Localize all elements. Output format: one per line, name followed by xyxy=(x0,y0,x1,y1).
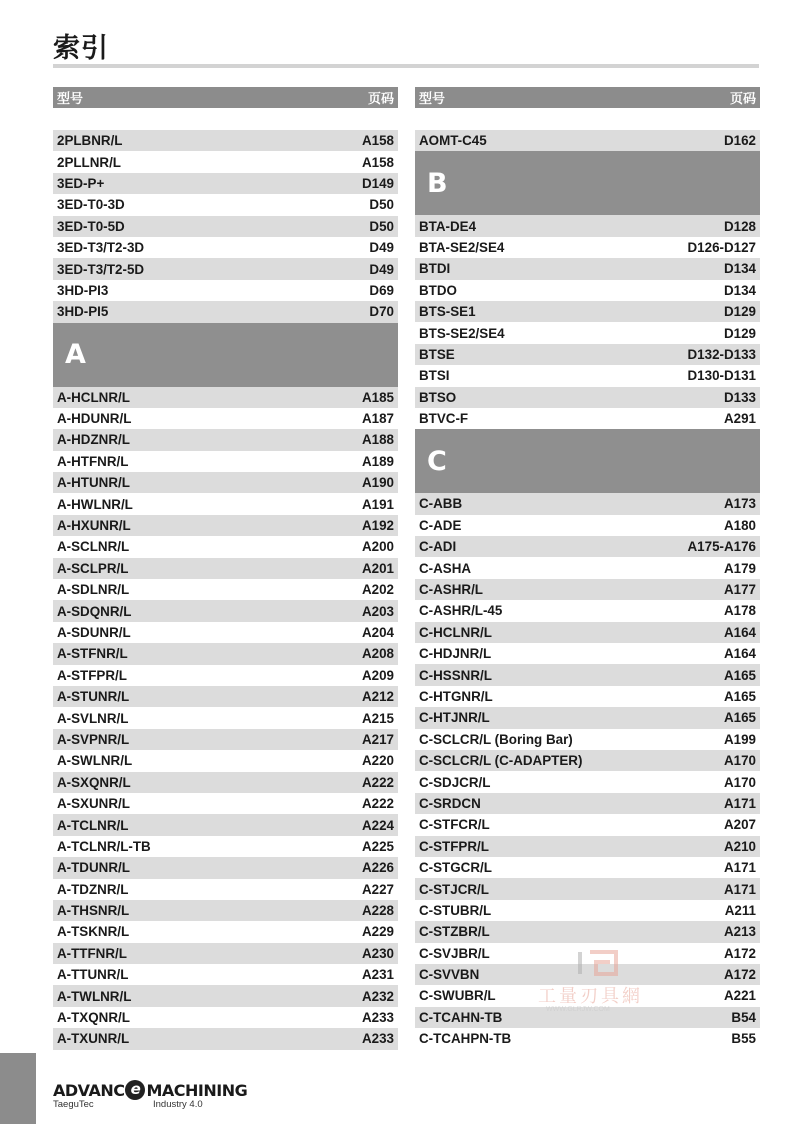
page-ref: A233 xyxy=(361,1031,394,1047)
page-ref: A170 xyxy=(723,753,756,769)
model-name: BTSE xyxy=(419,346,455,362)
model-name: A-SDQNR/L xyxy=(57,603,132,619)
watermark-logo-icon xyxy=(576,948,622,978)
model-name: C-STFCR/L xyxy=(419,817,490,833)
index-row xyxy=(415,771,760,792)
page-ref: A200 xyxy=(361,539,394,555)
logo-e-icon: e xyxy=(125,1080,145,1100)
index-row xyxy=(53,750,398,771)
section-letter: A xyxy=(53,323,398,387)
model-name: BTVC-F xyxy=(419,411,469,427)
index-row xyxy=(53,536,398,557)
page-ref: D162 xyxy=(723,133,756,149)
column-header xyxy=(415,87,760,108)
model-name: C-ASHA xyxy=(419,560,472,576)
page-ref: A211 xyxy=(724,902,756,918)
index-row xyxy=(53,985,398,1006)
page-ref: A221 xyxy=(723,988,756,1004)
index-row xyxy=(53,451,398,472)
index-row xyxy=(53,772,398,793)
model-name: 3ED-T3/T2-5D xyxy=(57,261,145,277)
page-ref: A185 xyxy=(361,389,394,405)
model-name: BTDI xyxy=(419,261,451,277)
model-name: A-HXUNR/L xyxy=(57,518,131,534)
index-row xyxy=(415,1028,760,1049)
model-name: A-TSKNR/L xyxy=(57,924,130,940)
model-name: A-TDZNR/L xyxy=(57,881,129,897)
section-letter: B xyxy=(415,151,760,215)
page-ref: A225 xyxy=(361,838,394,854)
page-ref: D70 xyxy=(369,304,394,320)
index-row xyxy=(415,515,760,536)
page-ref: B54 xyxy=(731,1009,756,1025)
footer-logo xyxy=(53,1080,248,1114)
watermark-url: WWW.GLRJW.COM xyxy=(546,1006,610,1013)
model-name: 3ED-P+ xyxy=(57,175,105,191)
index-row xyxy=(415,686,760,707)
page-ref: A227 xyxy=(361,881,394,897)
model-name: C-HCLNR/L xyxy=(419,624,492,640)
page-ref: A199 xyxy=(723,731,756,747)
page-ref: A231 xyxy=(361,967,394,983)
index-row xyxy=(53,707,398,728)
page-ref: A187 xyxy=(361,411,394,427)
index-row xyxy=(53,280,398,301)
model-name: C-SCLCR/L (Boring Bar) xyxy=(419,731,573,747)
index-row xyxy=(415,857,760,878)
page-ref: A158 xyxy=(361,154,394,170)
page-ref: A207 xyxy=(723,817,756,833)
model-name: A-HCLNR/L xyxy=(57,389,130,405)
logo-tagline: Industry 4.0 xyxy=(153,1099,203,1110)
model-name: A-SVPNR/L xyxy=(57,731,130,747)
page-ref: D132-D133 xyxy=(687,346,756,362)
page-ref: A229 xyxy=(361,924,394,940)
index-row xyxy=(415,664,760,685)
page-ref: A220 xyxy=(361,753,394,769)
model-name: BTSO xyxy=(419,389,457,405)
page-ref: D129 xyxy=(723,304,756,320)
index-row xyxy=(53,387,398,408)
model-name: BTA-DE4 xyxy=(419,218,477,234)
model-name: C-ADI xyxy=(419,539,457,555)
model-name: C-HSSNR/L xyxy=(419,667,492,683)
index-row xyxy=(415,215,760,236)
page-ref: A204 xyxy=(361,625,394,640)
index-row xyxy=(53,1007,398,1028)
index-row xyxy=(53,622,398,643)
model-name: 3HD-PI3 xyxy=(57,282,109,298)
model-name: 3ED-T3/T2-3D xyxy=(57,240,145,256)
page-title: 索引 xyxy=(53,33,109,64)
index-row xyxy=(415,814,760,835)
index-row xyxy=(53,472,398,493)
index-row xyxy=(415,878,760,899)
model-name: A-SDLNR/L xyxy=(57,582,130,598)
page-ref: D69 xyxy=(369,282,394,298)
index-row xyxy=(53,921,398,942)
index-row xyxy=(415,707,760,728)
page-ref: D50 xyxy=(369,218,394,234)
page-ref: A164 xyxy=(723,624,756,640)
index-column-left xyxy=(53,87,398,1050)
index-row xyxy=(53,237,398,258)
page-ref: A165 xyxy=(723,689,756,704)
model-name: A-SXQNR/L xyxy=(57,774,131,790)
page-ref: A171 xyxy=(723,881,756,897)
page-ref: A201 xyxy=(361,560,394,576)
logo-brand: TaeguTec xyxy=(53,1099,94,1110)
index-row xyxy=(415,557,760,578)
index-row xyxy=(53,130,398,151)
model-name: 3ED-T0-3D xyxy=(57,197,125,213)
page-ref: A208 xyxy=(361,646,394,662)
model-name: C-STGCR/L xyxy=(419,860,492,876)
page-ref: D49 xyxy=(369,261,394,277)
logo-right: MACHINING xyxy=(146,1080,248,1100)
index-row xyxy=(53,729,398,750)
page-ref: A222 xyxy=(361,774,394,790)
model-name: C-HTGNR/L xyxy=(419,689,493,704)
page-ref: A179 xyxy=(723,560,756,576)
index-row xyxy=(415,750,760,771)
page-ref: A217 xyxy=(361,731,394,747)
page-ref: A209 xyxy=(361,667,394,683)
page-ref: A165 xyxy=(723,710,756,726)
page-ref: A189 xyxy=(361,453,394,469)
page-ref: A226 xyxy=(361,860,394,876)
page-ref: A190 xyxy=(361,475,394,491)
model-name: C-TCAHN-TB xyxy=(419,1009,503,1025)
index-row xyxy=(415,130,760,151)
model-name: A-TXQNR/L xyxy=(57,1010,130,1026)
page-ref: B55 xyxy=(731,1031,756,1047)
index-row xyxy=(53,665,398,686)
page-ref: A212 xyxy=(361,689,394,705)
model-name: A-HDZNR/L xyxy=(57,432,130,448)
index-row xyxy=(53,194,398,215)
index-row xyxy=(415,237,760,258)
page-ref: A230 xyxy=(361,945,394,961)
index-row xyxy=(53,216,398,237)
index-row xyxy=(53,1028,398,1049)
logo-left: ADVANC xyxy=(53,1080,125,1100)
model-name: 3ED-T0-5D xyxy=(57,218,125,234)
index-row xyxy=(53,793,398,814)
model-name: A-THSNR/L xyxy=(57,903,130,919)
index-row xyxy=(53,558,398,579)
index-row xyxy=(415,622,760,643)
model-name: A-TXUNR/L xyxy=(57,1031,130,1047)
model-name: A-TTFNR/L xyxy=(57,945,127,961)
model-name: C-SRDCN xyxy=(419,795,481,811)
index-row xyxy=(415,729,760,750)
page-ref: A171 xyxy=(723,860,756,876)
page-ref: D134 xyxy=(723,261,756,277)
model-name: AOMT-C45 xyxy=(419,133,487,149)
page-ref: A178 xyxy=(723,603,756,619)
model-name: 2PLBNR/L xyxy=(57,133,123,149)
model-name: C-ASHR/L xyxy=(419,582,483,598)
page-ref: D126-D127 xyxy=(687,239,756,255)
header-gap xyxy=(415,108,760,130)
index-row xyxy=(53,493,398,514)
page-ref: A192 xyxy=(361,518,394,534)
page-ref: A164 xyxy=(723,646,756,662)
index-row xyxy=(53,408,398,429)
index-row xyxy=(415,365,760,386)
column-header xyxy=(53,87,398,108)
model-name: A-SDUNR/L xyxy=(57,625,131,640)
header-model: 型号 xyxy=(419,91,446,106)
model-name: BTA-SE2/SE4 xyxy=(419,239,505,255)
page-ref: A173 xyxy=(723,496,756,512)
page-ref: A191 xyxy=(361,496,394,512)
model-name: C-SDJCR/L xyxy=(419,774,491,790)
model-name: A-SXUNR/L xyxy=(57,796,130,812)
section-letter: C xyxy=(415,429,760,493)
page-ref: D49 xyxy=(369,240,394,256)
model-name: A-SCLPR/L xyxy=(57,560,129,576)
index-row xyxy=(53,600,398,621)
page-ref: A203 xyxy=(361,603,394,619)
model-name: 2PLLNR/L xyxy=(57,154,121,170)
model-name: A-TDUNR/L xyxy=(57,860,130,876)
header-model: 型号 xyxy=(57,91,84,106)
watermark xyxy=(538,948,668,1018)
model-name: BTSI xyxy=(419,368,450,384)
model-name: A-HTUNR/L xyxy=(57,475,130,491)
model-name: A-SWLNR/L xyxy=(57,753,133,769)
page-ref: A172 xyxy=(723,945,756,961)
index-row xyxy=(53,964,398,985)
index-row xyxy=(53,258,398,279)
model-name: BTS-SE2/SE4 xyxy=(419,325,505,341)
model-name: C-SCLCR/L (C-ADAPTER) xyxy=(419,753,583,769)
page-ref: A177 xyxy=(723,582,756,598)
page-ref: A224 xyxy=(361,817,394,833)
title-rule xyxy=(53,64,759,68)
index-row xyxy=(53,579,398,600)
index-row xyxy=(415,408,760,429)
model-name: A-SVLNR/L xyxy=(57,710,129,726)
index-row xyxy=(415,836,760,857)
page-ref: A291 xyxy=(723,411,756,427)
model-name: A-TWLNR/L xyxy=(57,988,132,1004)
index-row xyxy=(415,493,760,514)
page-ref: A158 xyxy=(361,133,394,149)
page-ref: A202 xyxy=(361,582,394,598)
page-ref: A213 xyxy=(723,924,756,940)
model-name: A-HTFNR/L xyxy=(57,453,129,469)
model-name: A-HWLNR/L xyxy=(57,496,133,512)
model-name: C-STUBR/L xyxy=(419,902,492,918)
page-ref: D50 xyxy=(369,197,394,213)
model-name: A-STFPR/L xyxy=(57,667,127,683)
model-name: C-SVVBN xyxy=(419,967,480,983)
index-row xyxy=(53,836,398,857)
index-row xyxy=(415,643,760,664)
page-ref: A175-A176 xyxy=(687,539,756,555)
index-row xyxy=(53,515,398,536)
index-row xyxy=(53,151,398,172)
model-name: 3HD-PI5 xyxy=(57,304,109,320)
model-name: C-TCAHPN-TB xyxy=(419,1031,512,1047)
page-ref: D149 xyxy=(361,175,394,191)
index-row xyxy=(415,280,760,301)
model-name: C-ABB xyxy=(419,496,463,512)
model-name: A-STUNR/L xyxy=(57,689,130,705)
index-row xyxy=(53,900,398,921)
index-row xyxy=(53,943,398,964)
index-row xyxy=(415,600,760,621)
index-row xyxy=(415,258,760,279)
index-row xyxy=(53,857,398,878)
model-name: A-TCLNR/L xyxy=(57,817,129,833)
index-row xyxy=(415,900,760,921)
header-gap xyxy=(53,108,398,130)
model-name: A-SCLNR/L xyxy=(57,539,130,555)
header-page: 页码 xyxy=(729,91,756,106)
index-row xyxy=(53,173,398,194)
model-name: C-HTJNR/L xyxy=(419,710,490,726)
index-row xyxy=(53,814,398,835)
model-name: A-HDUNR/L xyxy=(57,411,132,427)
model-name: A-STFNR/L xyxy=(57,646,128,662)
model-name: C-SVJBR/L xyxy=(419,945,490,961)
page-ref: A172 xyxy=(723,967,756,983)
page-ref: A228 xyxy=(361,903,394,919)
model-name: C-STJCR/L xyxy=(419,881,489,897)
page-ref: A188 xyxy=(361,432,394,448)
model-name: C-ADE xyxy=(419,517,462,533)
page-ref: A232 xyxy=(361,988,394,1004)
page-ref: D133 xyxy=(723,389,756,405)
side-tab xyxy=(0,1053,36,1124)
index-row xyxy=(53,686,398,707)
model-name: C-HDJNR/L xyxy=(419,646,492,662)
index-row xyxy=(415,793,760,814)
index-row xyxy=(53,643,398,664)
page-ref: D134 xyxy=(723,282,756,298)
model-name: C-ASHR/L-45 xyxy=(419,603,503,619)
index-row xyxy=(53,879,398,900)
model-name: C-STZBR/L xyxy=(419,924,490,940)
index-row xyxy=(415,921,760,942)
index-row xyxy=(53,429,398,450)
logo-wordmark xyxy=(53,1080,247,1100)
page-ref: A233 xyxy=(361,1010,394,1026)
index-column-right xyxy=(415,87,760,1049)
page-ref: A165 xyxy=(723,667,756,683)
page-ref: A170 xyxy=(723,774,756,790)
index-row xyxy=(415,387,760,408)
page-ref: A222 xyxy=(361,796,394,812)
index-row xyxy=(415,579,760,600)
page-ref: D129 xyxy=(723,325,756,341)
page-ref: A210 xyxy=(723,838,756,854)
page-ref: D130-D131 xyxy=(687,368,756,384)
model-name: BTDO xyxy=(419,282,457,298)
model-name: A-TTUNR/L xyxy=(57,967,129,983)
model-name: C-SWUBR/L xyxy=(419,988,496,1004)
index-row xyxy=(415,301,760,322)
watermark-text: 工量刃具網 xyxy=(538,986,643,1007)
model-name: A-TCLNR/L-TB xyxy=(57,838,151,854)
page-ref: A180 xyxy=(723,517,756,533)
index-row xyxy=(415,322,760,343)
page-ref: A215 xyxy=(361,710,394,726)
model-name: C-STFPR/L xyxy=(419,838,489,854)
index-row xyxy=(415,536,760,557)
model-name: BTS-SE1 xyxy=(419,304,476,320)
header-page: 页码 xyxy=(367,91,394,106)
index-row xyxy=(53,301,398,322)
page-ref: A171 xyxy=(723,795,756,811)
page-ref: D128 xyxy=(723,218,756,234)
index-row xyxy=(415,344,760,365)
